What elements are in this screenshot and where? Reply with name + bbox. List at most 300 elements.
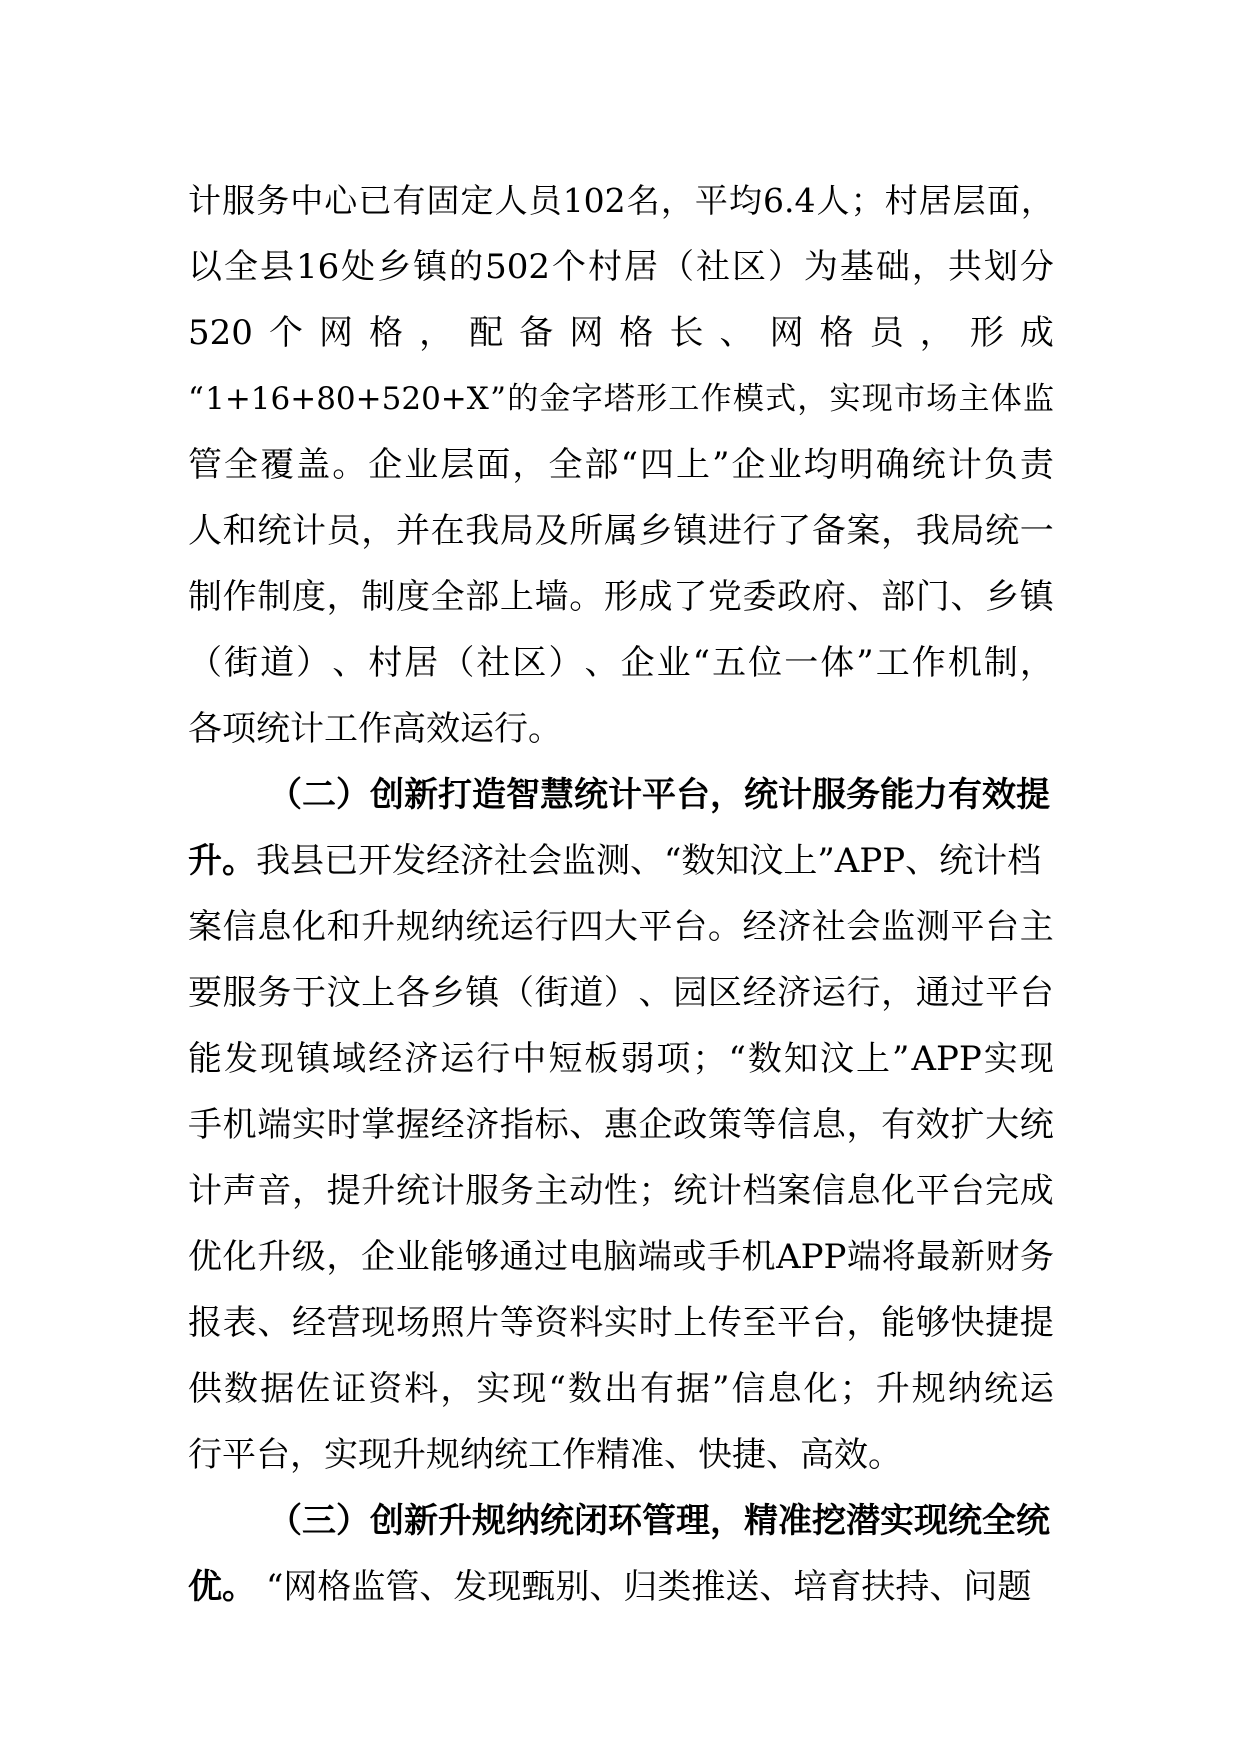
glyph: ， [419,313,454,353]
glyph: 升 [257,1237,292,1277]
glyph: 至 [742,1303,777,1343]
glyph: 化 [881,1171,916,1211]
glyph: 划 [983,247,1018,287]
glyph: 社 [811,907,846,947]
glyph: 够 [464,1237,499,1277]
glyph: 掌 [361,1105,396,1145]
glyph: 体 [990,381,1022,417]
glyph: ， [1019,643,1054,683]
glyph: 部 [881,577,916,617]
glyph: 现 [512,1369,547,1409]
glyph: 了 [777,511,812,551]
glyph: 通 [915,973,950,1013]
glyph: 县 [259,247,294,287]
glyph: 务 [256,181,290,220]
glyph: “ [728,1039,746,1079]
text-line [188,432,1054,498]
glyph: 长 [669,313,704,353]
glyph: 资 [368,1369,403,1409]
glyph: 的 [449,247,484,287]
glyph: 台 [1019,973,1054,1013]
glyph: 度 [395,577,430,617]
glyph: 计 [947,445,982,485]
glyph: 化 [803,1369,838,1409]
glyph: 基 [839,247,874,287]
glyph: 。 [332,445,367,485]
glyph: 端 [257,1105,292,1145]
glyph: 各 [395,973,430,1013]
glyph: 惠 [603,1105,638,1145]
glyph: 出 [603,1369,638,1409]
glyph: 财 [985,1237,1020,1277]
glyph: 网 [319,313,354,353]
section-heading-3: （三）创新升规纳统闭环管理，精准挖潜实现统全统 [268,1501,1050,1541]
glyph: 供 [188,1369,222,1409]
glyph: 盖 [296,445,331,485]
glyph: ” [856,643,874,683]
glyph: 传 [707,1303,742,1343]
glyph: 镇 [1019,577,1054,617]
glyph: 行 [476,1039,511,1079]
glyph: 升 [361,1171,396,1211]
glyph: 信 [777,1105,812,1145]
glyph: 捷 [985,1303,1020,1343]
glyph: 、 [950,577,985,617]
text-line [188,1356,1054,1422]
text-line [188,498,1054,564]
glyph: 金 [539,381,571,417]
glyph: 为 [803,247,838,287]
glyph: 手 [188,1105,222,1145]
glyph: 据 [260,1369,295,1409]
glyph: ， [440,1369,475,1409]
glyph: 负 [983,445,1018,485]
glyph: 业 [767,445,802,485]
glyph: 员 [326,511,361,551]
glyph: 上 [499,577,534,617]
glyph: 济 [777,973,812,1013]
text-line [188,1290,1054,1356]
glyph: ， [1020,181,1054,220]
glyph: 计 [430,1171,465,1211]
glyph: 规 [911,1369,946,1409]
glyph: 街 [224,643,259,683]
glyph: 在 [430,511,465,551]
glyph: 和 [222,511,257,551]
glyph: 快 [950,1303,985,1343]
glyph: 现 [361,1303,396,1343]
text-line [188,630,1054,696]
glyph: 道 [260,643,295,683]
glyph: 员 [528,181,562,220]
glyph: 平 [638,907,673,947]
glyph: 济 [404,1039,439,1079]
glyph: 化 [291,907,326,947]
glyph: 机 [947,643,982,683]
glyph: 提 [1019,1303,1054,1343]
glyph: 测 [915,907,950,947]
glyph: 并 [395,511,430,551]
glyph: 全 [548,445,583,485]
glyph: 经 [742,907,777,947]
glyph: 效 [915,1105,950,1145]
glyph: 、 [332,643,367,683]
glyph: 信 [811,1171,846,1211]
glyph: 模 [732,381,764,417]
glyph: 居 [404,643,439,683]
glyph: 管 [188,445,222,485]
glyph: 和 [326,907,361,947]
glyph: 村 [368,643,403,683]
glyph: 上 [361,973,396,1013]
glyph: 格 [619,313,654,353]
glyph: 乡 [377,247,412,287]
glyph: 佐 [296,1369,331,1409]
glyph: 四 [569,907,604,947]
glyph: 网 [569,313,604,353]
glyph: 五 [712,643,747,683]
glyph: 了 [673,577,708,617]
glyph: “ [188,381,204,417]
glyph: 企 [731,445,766,485]
glyph: 乡 [430,973,465,1013]
glyph: 平 [694,181,728,220]
glyph: 备 [519,313,554,353]
glyph: 台 [985,907,1020,947]
glyph: 统 [985,511,1020,551]
glyph: 社 [476,643,511,683]
glyph: 确 [875,445,910,485]
glyph: 经 [368,1039,403,1079]
glyph: 握 [395,1105,430,1145]
glyph: 镇 [413,247,448,287]
glyph: 层 [952,181,986,220]
glyph: 企 [638,1105,673,1145]
glyph: 制 [188,577,222,617]
text-line [188,1158,1054,1224]
glyph: 制 [983,643,1018,683]
glyph: ” [490,381,506,417]
glyph: 面 [986,181,1020,220]
glyph: 手 [706,1237,741,1277]
glyph: 有 [640,1369,674,1409]
glyph: 员 [869,313,904,353]
glyph: （ [499,973,534,1013]
glyph: 业 [404,445,439,485]
glyph: 实 [476,1369,511,1409]
glyph: 服 [222,181,256,220]
glyph: 统 [1019,1105,1054,1145]
glyph: 计 [188,181,221,220]
glyph: 运 [499,907,534,947]
glyph: 的 [507,381,539,417]
glyph: 园 [673,973,708,1013]
glyph: 有 [392,181,426,220]
glyph: 料 [404,1369,439,1409]
glyph: 优 [188,1237,222,1277]
glyph: 居 [918,181,952,220]
glyph: 明 [839,445,874,485]
glyph: 统 [465,907,500,947]
glyph: 台 [811,1303,846,1343]
glyph: 础 [875,247,910,287]
glyph: 台 [950,1171,985,1211]
glyph: 一 [784,643,819,683]
glyph: 实 [983,1039,1018,1079]
glyph: 服 [465,1171,500,1211]
glyph: 区 [731,247,766,287]
glyph: 上 [676,445,711,485]
glyph: 部 [465,577,500,617]
glyph: 业 [395,1237,430,1277]
glyph: 资 [534,1303,569,1343]
glyph: ， [512,445,547,485]
glyph: 共 [947,247,982,287]
glyph: 、 [257,1303,292,1343]
glyph: 成 [1019,313,1054,353]
glyph: 息 [846,1171,881,1211]
glyph: 配 [469,313,504,353]
glyph: 街 [534,973,569,1013]
glyph: 务 [499,1171,534,1211]
glyph: 企 [360,1237,395,1277]
glyph: 均 [728,181,762,220]
glyph: ； [692,1039,727,1079]
section-heading-2: （二）创新打造智慧统计平台，统计服务能力有效提 [268,775,1050,815]
glyph: 计 [291,511,326,551]
glyph: 个 [268,313,303,353]
glyph: 式 [765,381,797,417]
glyph: 纳 [947,1369,982,1409]
glyph: 全 [223,247,258,287]
glyph: 计 [707,1171,742,1211]
glyph: 平 [777,1303,812,1343]
glyph: 人 [188,511,222,551]
glyph: ， [326,577,361,617]
glyph: 统 [257,511,292,551]
glyph: 纳 [430,907,465,947]
glyph: 企 [368,445,403,485]
glyph: 府 [811,577,846,617]
glyph: 作 [222,577,257,617]
glyph: 乡 [985,577,1020,617]
glyph: 制 [361,577,396,617]
text-line [188,1224,1054,1290]
glyph: 将 [881,1237,916,1277]
glyph: 520 [188,313,253,353]
glyph: ” [892,1039,910,1079]
glyph: 动 [569,1171,604,1211]
glyph: ） [296,643,331,683]
heading-tail: 优。 [188,1567,256,1607]
glyph: 监 [1022,381,1054,417]
glyph: 所 [569,511,604,551]
glyph: 过 [533,1237,568,1277]
glyph: （ [440,643,475,683]
glyph: 现 [1019,1039,1054,1079]
glyph: “ [620,445,638,485]
glyph: 能 [430,1237,465,1277]
glyph: 备 [811,511,846,551]
glyph: 格 [369,313,404,353]
glyph: 镇 [296,1039,331,1079]
glyph: 度 [291,577,326,617]
glyph: 大 [985,1105,1020,1145]
glyph: 指 [499,1105,534,1145]
glyph: 覆 [260,445,295,485]
glyph: 我 [915,511,950,551]
glyph: ” [712,445,730,485]
glyph: 、 [719,313,754,353]
glyph: 息 [767,1369,802,1409]
glyph: 行 [534,907,569,947]
glyph: ， [660,181,694,220]
glyph: 分 [1019,247,1054,287]
glyph: 属 [603,511,638,551]
glyph: ） [767,247,802,287]
glyph: 数 [224,1369,259,1409]
glyph: 数 [567,1369,602,1409]
line-text: 我县已开发经济社会监测、“数知汶上”APP、统计档 [256,841,1042,881]
glyph: 102 [562,181,626,220]
glyph: 定 [460,181,494,220]
glyph: 字 [571,381,603,417]
glyph: 照 [430,1303,465,1343]
glyph: 部 [584,445,619,485]
glyph: 我 [465,511,500,551]
glyph: 息 [257,907,292,947]
glyph: ； [638,1171,673,1211]
glyph: APP [911,1039,982,1079]
glyph: 报 [188,1303,222,1343]
glyph: 大 [603,907,638,947]
glyph: 形 [969,313,1004,353]
glyph: ） [603,973,638,1013]
text-line [188,1026,1054,1092]
glyph: 面 [476,445,511,485]
glyph: 中 [290,181,324,220]
text-line-spaced [188,300,1054,366]
body-text [188,168,1054,1620]
text-line [188,894,1054,960]
glyph: 级 [291,1237,326,1277]
glyph: 工 [668,381,700,417]
glyph: （ [188,643,222,683]
glyph: 企 [620,643,655,683]
glyph: 经 [291,1303,326,1343]
glyph: ， [797,381,829,417]
glyph: 服 [222,973,257,1013]
glyph: 统 [983,1369,1018,1409]
glyph: 形 [603,577,638,617]
glyph: 人 [816,181,850,220]
glyph: 知 [783,1039,818,1079]
glyph: 济 [777,907,812,947]
glyph: 区 [707,973,742,1013]
glyph: 声 [222,1171,257,1211]
glyph: 监 [881,907,916,947]
paragraph-last-line: 各项统计工作高效运行。 [188,709,562,749]
glyph: 时 [638,1303,673,1343]
glyph: 层 [440,445,475,485]
glyph: ； [850,181,884,220]
glyph: 塔 [603,381,635,417]
glyph: 平 [950,907,985,947]
glyph: 现 [260,1039,295,1079]
glyph: 个 [552,247,587,287]
glyph: 进 [707,511,742,551]
glyph: 村 [588,247,623,287]
glyph: 、 [569,1105,604,1145]
glyph: 作 [700,381,732,417]
glyph: 体 [820,643,855,683]
glyph: 上 [855,1039,890,1079]
glyph: 上 [673,1303,708,1343]
glyph: 墙 [534,577,569,617]
glyph: 村 [884,181,918,220]
glyph: 运 [811,973,846,1013]
glyph: 统 [911,445,946,485]
glyph: 发 [224,1039,259,1079]
glyph: ， [911,247,946,287]
line-text: “网格监管、发现甄别、归类推送、培育扶持、问题 [266,1567,1032,1607]
glyph: 息 [811,1105,846,1145]
glyph: 区 [512,643,547,683]
glyph: 镇 [465,973,500,1013]
glyph: ， [361,511,396,551]
glyph: 实 [603,1303,638,1343]
text-line [188,564,1054,630]
glyph: 场 [395,1303,430,1343]
glyph: 提 [326,1171,361,1211]
glyph: 实 [291,1105,326,1145]
glyph: ， [881,973,916,1013]
glyph: 实 [829,381,861,417]
glyph: ” [712,1369,730,1409]
glyph: 处 [341,247,376,287]
glyph: 计 [188,1171,222,1211]
glyph: 标 [534,1105,569,1145]
glyph: 门 [915,577,950,617]
glyph: 中 [512,1039,547,1079]
glyph: 乡 [638,511,673,551]
heading-tail: 升。 [188,841,256,881]
glyph: 案 [846,511,881,551]
glyph: 证 [332,1369,367,1409]
glyph: ， [291,1171,326,1211]
glyph: 规 [395,907,430,947]
glyph: 统 [673,1171,708,1211]
glyph: 据 [676,1369,711,1409]
glyph: 平 [985,973,1020,1013]
glyph: 板 [584,1039,619,1079]
glyph: 经 [430,1105,465,1145]
glyph: 制 [257,577,292,617]
glyph: 表 [222,1303,257,1343]
glyph: 运 [440,1039,475,1079]
glyph: 电 [568,1237,603,1277]
glyph: 社 [695,247,730,287]
glyph: 项 [656,1039,691,1079]
glyph: 政 [673,1105,708,1145]
glyph: 案 [188,907,222,947]
glyph: 汶 [326,973,361,1013]
glyph: 会 [846,907,881,947]
glyph: 道 [569,973,604,1013]
glyph: ， [919,313,954,353]
glyph: 现 [861,381,893,417]
glyph: 固 [426,181,460,220]
